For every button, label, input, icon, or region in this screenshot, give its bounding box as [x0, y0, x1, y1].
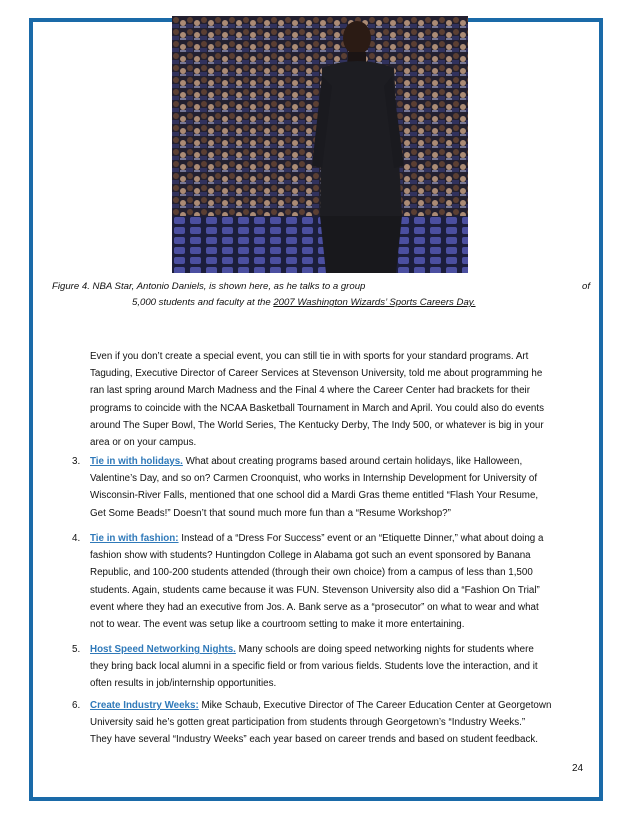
list-line: students. Again, students came because it was FUN. Stevenson University also did a “Fashion On Trial”: [90, 584, 540, 596]
paragraph-line: ran last spring around March Madness and the Final 4 where the Career Center had brackets for their: [90, 385, 530, 397]
figure-caption: [52, 280, 590, 294]
list-line: Get Some Beads!” Doesn’t that sound much more fun than a “Resume Workshop?”: [90, 507, 451, 519]
crowd-photo-icon: [172, 16, 468, 273]
list-line: University said he’s gotten great participation from students through Georgetown’s “Industry Weeks.”: [90, 717, 526, 729]
list-first-line: Host Speed Networking Nights. Many schools are doing speed networking nights for students where: [90, 644, 534, 655]
intro-paragraph: [90, 348, 588, 451]
figure-caption-line2: [132, 296, 476, 310]
paragraph-line: Taguding, Executive Director of Career Services at Stevenson University, told me about programming he: [90, 368, 543, 380]
paragraph-line: Even if you don’t create a special event, you can still tie in with sports for your standard programs. Art: [90, 351, 529, 362]
keyword-link[interactable]: Tie in with fashion:: [90, 533, 179, 544]
list-first-line: Create Industry Weeks: Mike Schaub, Executive Director of The Career Education Center at Georgetown: [90, 700, 552, 711]
list-line: They have several “Industry Weeks” each year based on career trends and based on student feedback.: [90, 734, 539, 746]
list-number: 5.: [72, 644, 81, 655]
list-line: Wisconsin-River Falls, mentioned that one school did a Mardi Gras theme entitled “Flash Your Resume,: [90, 490, 539, 502]
list-item-fashion: [72, 530, 590, 633]
list-item-speed-networking: [72, 641, 590, 693]
list-line: Republic, and 100-200 students attended (through their own choice) from a campus of less than 1,500: [90, 567, 533, 579]
page-number: 24: [572, 763, 584, 774]
list-line: event where they had an executive from Jos. A. Bank serve as a “prosecutor” on what to wear and what: [90, 601, 539, 613]
keyword-link[interactable]: Host Speed Networking Nights.: [90, 644, 236, 655]
caption-text: Figure 4. NBA Star, Antonio Daniels, is shown here, as he talks to a group: [52, 281, 366, 292]
list-line: often results in job/internship opportunities.: [90, 678, 277, 690]
list-number: 3.: [72, 456, 81, 467]
paragraph-line: programs to coincide with the NCAA Basketball Tournament in March and April. You could also do events: [90, 402, 544, 414]
keyword-link[interactable]: Tie in with holidays.: [90, 456, 183, 467]
list-line: Valentine’s Day, and so on? Carmen Croonquist, who works in Internship Development for University of: [90, 473, 538, 485]
paragraph-line: area or on your campus.: [90, 437, 197, 449]
caption-event-link[interactable]: 2007 Washington Wizards’ Sports Careers Day.: [273, 297, 476, 308]
list-item-industry-weeks: [72, 697, 590, 749]
paragraph-line: around The Super Bowl, The World Series, The Kentucky Derby, The Indy 500, or whatever is big in your: [90, 419, 544, 431]
figure-photo: [172, 16, 468, 273]
caption-of: of: [581, 281, 590, 292]
list-first-line: Tie in with holidays. What about creating programs based around certain holidays, like Halloween,: [90, 456, 523, 467]
list-line: fashion show with students? Huntingdon College in Alabama got such an event sponsored by Banana: [90, 550, 531, 562]
list-first-line: Tie in with fashion: Instead of a “Dress For Success” event or an “Etiquette Dinner,” what about doing a: [90, 533, 544, 544]
keyword-link[interactable]: Create Industry Weeks:: [90, 700, 199, 711]
caption-line2-text: 5,000 students and faculty at the: [132, 297, 274, 308]
list-line: they bring back local alumni in a specific field or from various fields. Students love the interaction, and it: [90, 661, 538, 673]
list-number: 6.: [72, 700, 81, 711]
list-number: 4.: [72, 533, 81, 544]
list-item-holidays: [72, 453, 590, 522]
list-line: not to wear. The event was setup like a courtroom setting to make it more entertaining.: [90, 619, 465, 631]
